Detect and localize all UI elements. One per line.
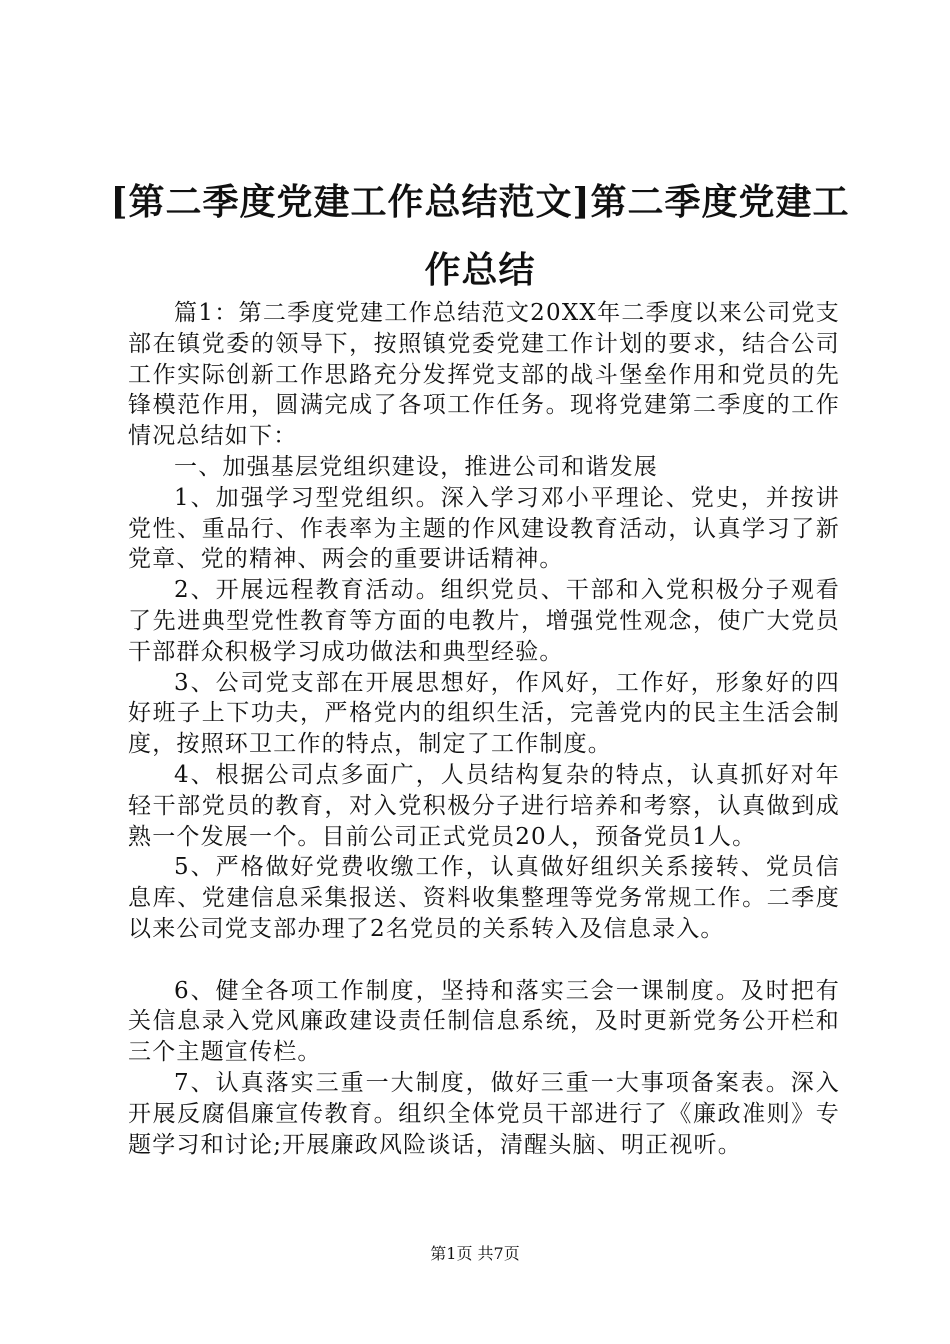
paragraph-item-1: 1、加强学习型党组织。深入学习邓小平理论、党史，并按讲党性、重品行、作表率为主题的作风建设教育活动，认真学习了新党章、党的精神、两会的重要讲话精神。 bbox=[128, 484, 840, 573]
document-body bbox=[128, 298, 840, 1160]
paragraph-item-6: 6、健全各项工作制度，坚持和落实三会一课制度。及时把有关信息录入党风廉政建设责任制信息系统，及时更新党务公开栏和三个主题宣传栏。 bbox=[128, 977, 840, 1066]
paragraph-item-5: 5、严格做好党费收缴工作，认真做好组织关系接转、党员信息库、党建信息采集报送、资料收集整理等党务常规工作。二季度以来公司党支部办理了2名党员的关系转入及信息录入。 bbox=[128, 854, 840, 942]
paragraph-item-7: 7、认真落实三重一大制度，做好三重一大事项备案表。深入开展反腐倡廉宣传教育。组织全体党员干部进行了《廉政准则》专题学习和讨论;开展廉政风险谈话，清醒头脑、明正视听。 bbox=[128, 1069, 840, 1158]
document-title: [第二季度党建工作总结范文]第二季度党建工作总结 bbox=[110, 181, 850, 291]
section-heading: 一、加强基层党组织建设，推进公司和谐发展 bbox=[174, 453, 658, 480]
page-number: 第1页 共7页 bbox=[430, 1244, 520, 1263]
paragraph-intro: 篇1：第二季度党建工作总结范文20XX年二季度以来公司党支部在镇党委的领导下，按照镇党委党建工作计划的要求，结合公司工作实际创新工作思路充分发挥党支部的战斗堡垒作用和党员的先锋模范作用，圆满完成了各项工作任务。现将党建第二季度的工作情况总结如下： bbox=[128, 300, 840, 450]
paragraph-item-3: 3、公司党支部在开展思想好，作风好，工作好，形象好的四好班子上下功夫，严格党内的组织生活，完善党内的民主生活会制度，按照环卫工作的特点，制定了工作制度。 bbox=[128, 669, 840, 758]
paragraph-item-2: 2、开展远程教育活动。组织党员、干部和入党积极分子观看了先进典型党性教育等方面的电教片，增强党性观念，使广大党员干部群众积极学习成功做法和典型经验。 bbox=[128, 577, 840, 665]
paragraph-item-4: 4、根据公司点多面广，人员结构复杂的特点，认真抓好对年轻干部党员的教育，对入党积极分子进行培养和考察，认真做到成熟一个发展一个。目前公司正式党员20人，预备党员1人。 bbox=[128, 761, 840, 850]
